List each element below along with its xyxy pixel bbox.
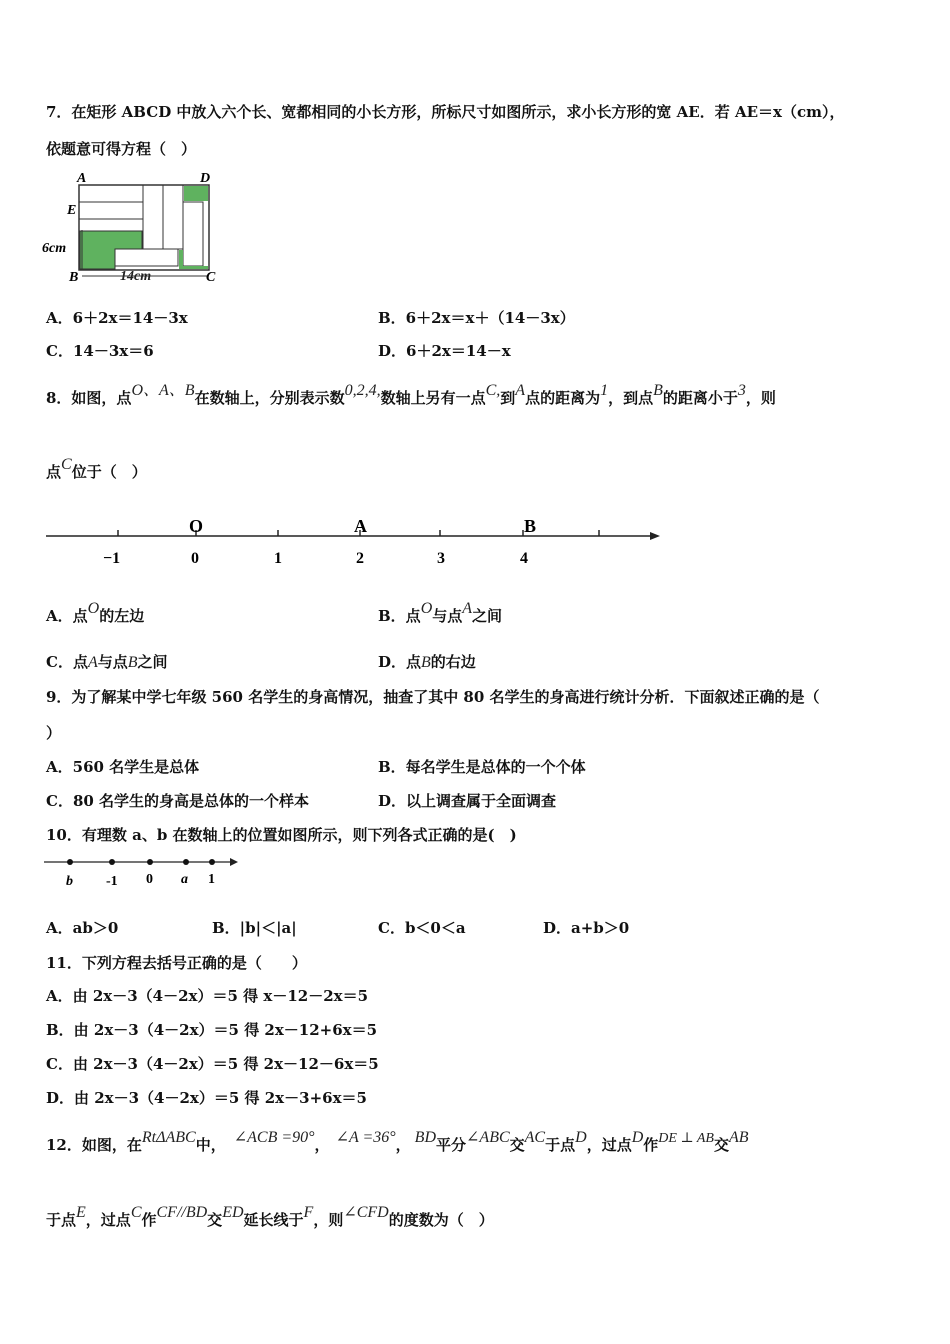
small-rect-2 xyxy=(79,202,143,219)
q11-option-b: B．由 2x－3（4－2x）＝5 得 2x－12+6x＝5 xyxy=(46,1021,378,1039)
q10-stem: 10．有理数 a、b 在数轴上的位置如图所示，则下列各式正确的是( ) xyxy=(46,826,517,844)
dot-1 xyxy=(209,859,215,865)
q10-number-line xyxy=(40,850,245,890)
q7-stem-line2: 依题意可得方程（ ） xyxy=(46,140,197,158)
fig-label-b: B xyxy=(69,270,79,285)
q8-option-d: D．点B的右边 xyxy=(378,653,476,671)
q10-label-a: a xyxy=(181,872,188,887)
small-rect-3 xyxy=(143,185,163,249)
tick-label-4: 4 xyxy=(520,550,528,567)
shaded-top-right xyxy=(184,186,208,201)
q9-stem-line1: 9．为了解某中学七年级 560 名学生的身高情况，抽查了其中 80 名学生的身高进行统计分析．下面叙述正确的是（ xyxy=(46,688,820,706)
dot-neg1 xyxy=(109,859,115,865)
q8-option-b: B．点O与点A之间 xyxy=(378,600,503,625)
small-rect-1 xyxy=(79,185,143,202)
q8-number-line xyxy=(40,508,670,570)
q10-label-neg1: -1 xyxy=(106,874,118,889)
tick-label-1: 1 xyxy=(274,550,282,567)
fig-label-a: A xyxy=(77,171,87,186)
point-label-a: A xyxy=(354,516,367,536)
q12-stem-line2: 于点E，过点C作CF//BD交ED延长线于F，则∠CFD的度数为（ ） xyxy=(46,1204,494,1229)
point-label-b: B xyxy=(524,516,537,536)
q10-label-b: b xyxy=(66,874,73,889)
fig-label-e: E xyxy=(67,203,77,218)
fig-width-label: 14cm xyxy=(120,269,152,284)
q10-option-c: C．b＜0＜a xyxy=(378,919,466,937)
dot-b xyxy=(67,859,73,865)
q11-option-d: D．由 2x－3（4－2x）＝5 得 2x－3+6x＝5 xyxy=(46,1089,367,1107)
fig-height-label: 6cm xyxy=(42,241,67,256)
tick-label-2: 2 xyxy=(356,550,364,567)
q8-option-c: C．点A与点B之间 xyxy=(46,653,168,671)
fig-label-c: C xyxy=(206,270,216,285)
q8-option-a: A．点O的左边 xyxy=(46,600,145,625)
q9-option-b: B．每名学生是总体的一个个体 xyxy=(378,758,586,776)
tick-label-3: 3 xyxy=(437,550,445,567)
q11-option-a: A．由 2x－3（4－2x）＝5 得 x－12－2x＝5 xyxy=(46,987,369,1005)
q9-option-a: A．560 名学生是总体 xyxy=(46,758,200,776)
q10-label-1: 1 xyxy=(208,872,215,887)
q7-option-d: D．6＋2x＝14－x xyxy=(378,342,511,360)
q7-figure xyxy=(40,168,225,286)
dot-0 xyxy=(147,859,153,865)
small-rect-6 xyxy=(114,249,178,266)
point-label-o: O xyxy=(189,516,204,536)
q7-option-b: B．6＋2x＝x＋（14－3x） xyxy=(378,309,575,327)
q11-option-c: C．由 2x－3（4－2x）＝5 得 2x－12－6x＝5 xyxy=(46,1055,379,1073)
q10-option-b: B．|b|＜|a| xyxy=(212,919,297,937)
q9-stem-line2: ） xyxy=(46,724,62,742)
q10-label-0: 0 xyxy=(146,872,153,887)
q8-stem-line2: 点C位于（ ） xyxy=(46,456,147,481)
dot-a xyxy=(183,859,189,865)
q10-option-a: A．ab＞0 xyxy=(46,919,119,937)
q12-stem-line1: 12．如图，在RtΔABC中， ∠ACB =90°， ∠A =36°， BD平分∠ABC交AC于点D，过点D作DE ⊥ AB交AB xyxy=(46,1129,749,1154)
q10-axis-arrow xyxy=(230,858,238,866)
q9-option-c: C．80 名学生的身高是总体的一个样本 xyxy=(46,792,310,810)
small-rect-4 xyxy=(163,185,183,249)
q9-option-d: D．以上调查属于全面调查 xyxy=(378,792,557,810)
fig-label-d: D xyxy=(200,171,211,186)
tick-label-neg1: −1 xyxy=(103,550,121,567)
axis-arrow xyxy=(650,532,660,540)
q7-option-c: C．14－3x＝6 xyxy=(46,342,154,360)
small-rect-5 xyxy=(183,202,203,266)
shaded-left xyxy=(80,231,142,269)
q10-option-d: D．a+b＞0 xyxy=(543,919,630,937)
q8-stem-line1: 8．如图，点O、A、B在数轴上，分别表示数0,2,4,数轴上另有一点C,到A点的距离为1，到点B的距离小于3，则 xyxy=(46,382,776,407)
q11-stem: 11．下列方程去括号正确的是（ ） xyxy=(46,954,307,972)
q7-stem-line1: 7．在矩形 ABCD 中放入六个长、宽都相同的小长方形，所标尺寸如图所示，求小长方形的宽 AE．若 AE＝x（cm）， xyxy=(46,103,845,121)
tick-label-0: 0 xyxy=(191,550,199,567)
q7-option-a: A．6＋2x＝14－3x xyxy=(46,309,188,327)
